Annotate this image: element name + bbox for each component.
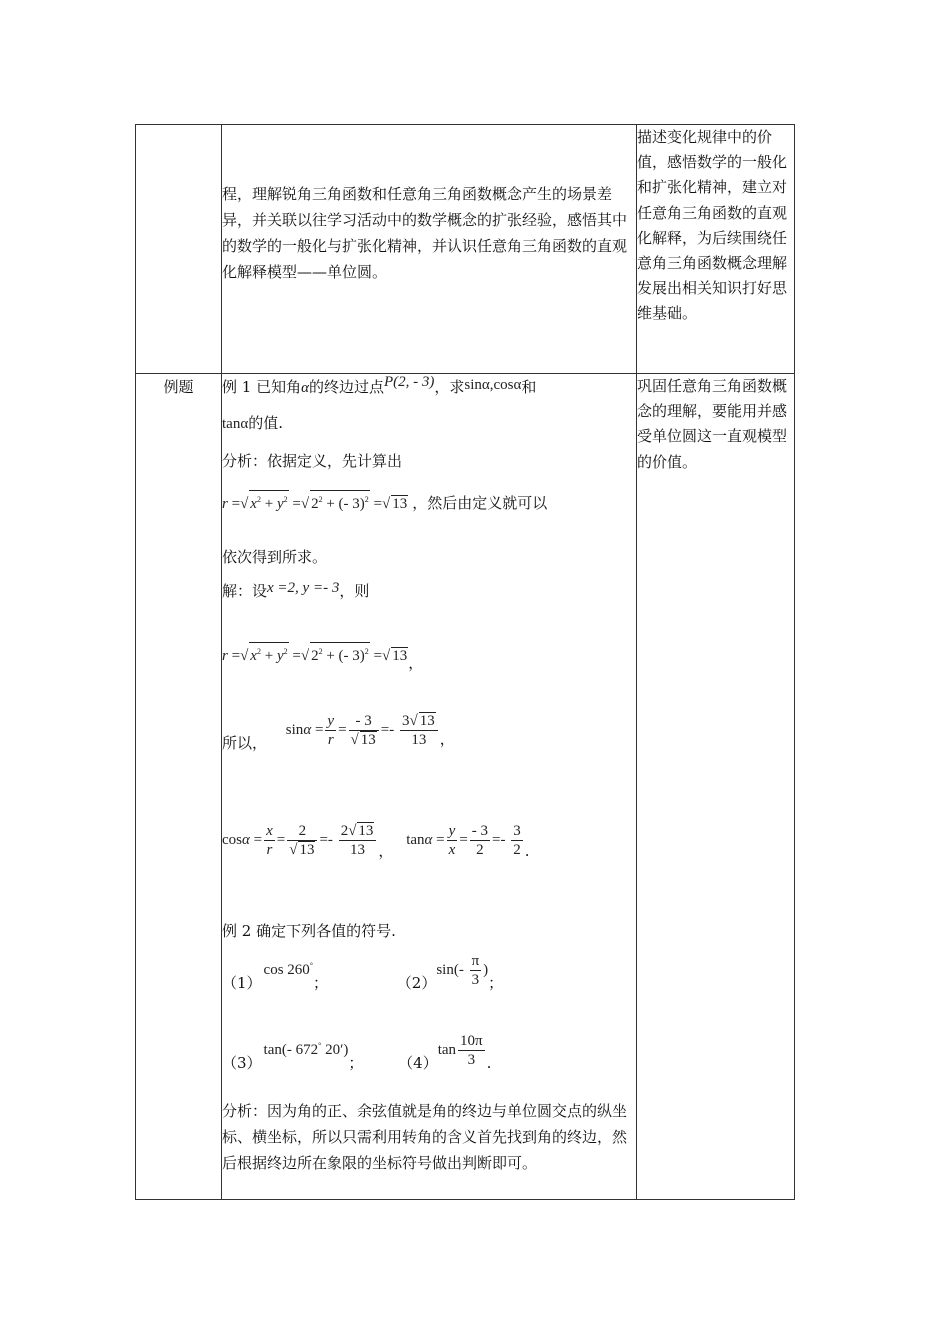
example2-title: 例 2 确定下列各值的符号. xyxy=(222,922,396,940)
row2-intent-cell xyxy=(637,374,795,1200)
ex2-expr-1: cos 260° xyxy=(263,960,313,978)
ex2-expr-3: tan(- 672° 20′) xyxy=(263,1040,349,1058)
example1-statement: 例 1 已知角α的终边过点P(2, - 3)，求sinα,cosα和 xyxy=(222,374,537,396)
lesson-table xyxy=(135,124,795,1200)
solution-xy: x =2, y =- 3 xyxy=(267,580,340,596)
row1-content-text: 程，理解锐角三角函数和任意角三角函数概念产生的场景差异，并关联以往学习活动中的数学概念的扩张经验，感悟其中的数学的一般化与扩张化精神，并认识任意角三角函数的直观化解释模型——单位圆。 xyxy=(222,185,628,281)
r-formula: r =√ $x^2 + y^2$ =√ $2^2$ + (- 3)$^2$ =√ 13 xyxy=(222,496,408,512)
row2-category-cell: 例题 xyxy=(136,374,222,1200)
sin-line: 所以， sinα = $\frac{y}{r}$ = $\frac{- 3}{√ 13}$ =- $\frac{3√ 13}{13}$ ， xyxy=(222,713,455,752)
cos-tan-line: cosα = $\frac{x}{r}$ = $\frac{2}{√ 13}$ =- $\frac{2√ 13}{13}$ ， tanα = $\frac{y}{x}$ = $\frac{- 3}{2}$ =- $\frac{3}{2}$ . xyxy=(222,823,530,860)
example2-row2: （3）tan(- 672° 20′)； （4）tan $\frac{10\pi}{3}$ . xyxy=(222,1033,492,1072)
row1-category-cell xyxy=(136,125,222,374)
analysis1-text: 分析：依据定义，先计算出 xyxy=(222,452,403,470)
cos-formula: cosα = $\frac{x}{r}$ = $\frac{2}{√ 13}$ =- $\frac{2√ 13}{13}$ xyxy=(222,832,378,848)
trig-functions: sinα,cosα xyxy=(464,377,522,393)
tan-alpha: tanα xyxy=(222,416,249,432)
row1-intent-cell xyxy=(637,125,795,374)
solution-line: 解：设x =2, y =- 3，则 xyxy=(222,580,370,600)
row1-content-cell xyxy=(222,125,637,374)
table-row xyxy=(136,125,795,374)
analysis1-cont-text: 依次得到所求。 xyxy=(222,548,328,566)
row2-content-cell xyxy=(222,374,637,1200)
r-formula-2: r =√ $x^2 + y^2$ =√ $2^2$ + (- 3)$^2$ =√ 13 xyxy=(222,648,408,664)
r-formula-line-2: r =√ $x^2 + y^2$ =√ $2^2$ + (- 3)$^2$ =√ 13， xyxy=(222,624,636,702)
row1-intent-text: 描述变化规律中的价值，感悟数学的一般化和扩张化精神，建立对任意角三角函数的直观化解释，为后续围绕任意角三角函数概念理解发展出相关知识打好思维基础。 xyxy=(637,128,788,323)
table-row xyxy=(136,374,795,1200)
example2-row1: （1）cos 260°； （2）sin(- $\frac{\pi}{3}$ )； xyxy=(222,953,504,992)
point-p: P(2, - 3) xyxy=(383,374,435,390)
ex2-expr-4: tan $\frac{10\pi}{3}$ xyxy=(437,1033,483,1068)
ex2-expr-2: sin(- $\frac{\pi}{3}$ ) xyxy=(436,953,489,988)
r-formula-line: r =√ $x^2 + y^2$ =√ $2^2$ + (- 3)$^2$ =√ 13 ，然后由定义就可以 xyxy=(222,484,636,536)
alpha-symbol: α xyxy=(301,380,309,396)
analysis2-text: 分析：因为角的正、余弦值就是角的终边与单位圆交点的纵坐标、横坐标，所以只需利用转角的含义首先找到角的终边，然后根据终边所在象限的坐标符号做出判断即可。 xyxy=(222,1102,628,1172)
example1-statement-cont: tanα的值. xyxy=(222,414,283,432)
row2-intent-text: 巩固任意角三角函数概念的理解，要能用并感受单位圆这一直观模型的价值。 xyxy=(637,377,788,471)
tan-formula: tanα = $\frac{y}{x}$ = $\frac{- 3}{2}$ =- $\frac{3}{2}$ xyxy=(406,823,521,858)
sin-formula: sinα = $\frac{y}{r}$ = $\frac{- 3}{√ 13}$ =- $\frac{3√ 13}{13}$ xyxy=(286,722,440,738)
